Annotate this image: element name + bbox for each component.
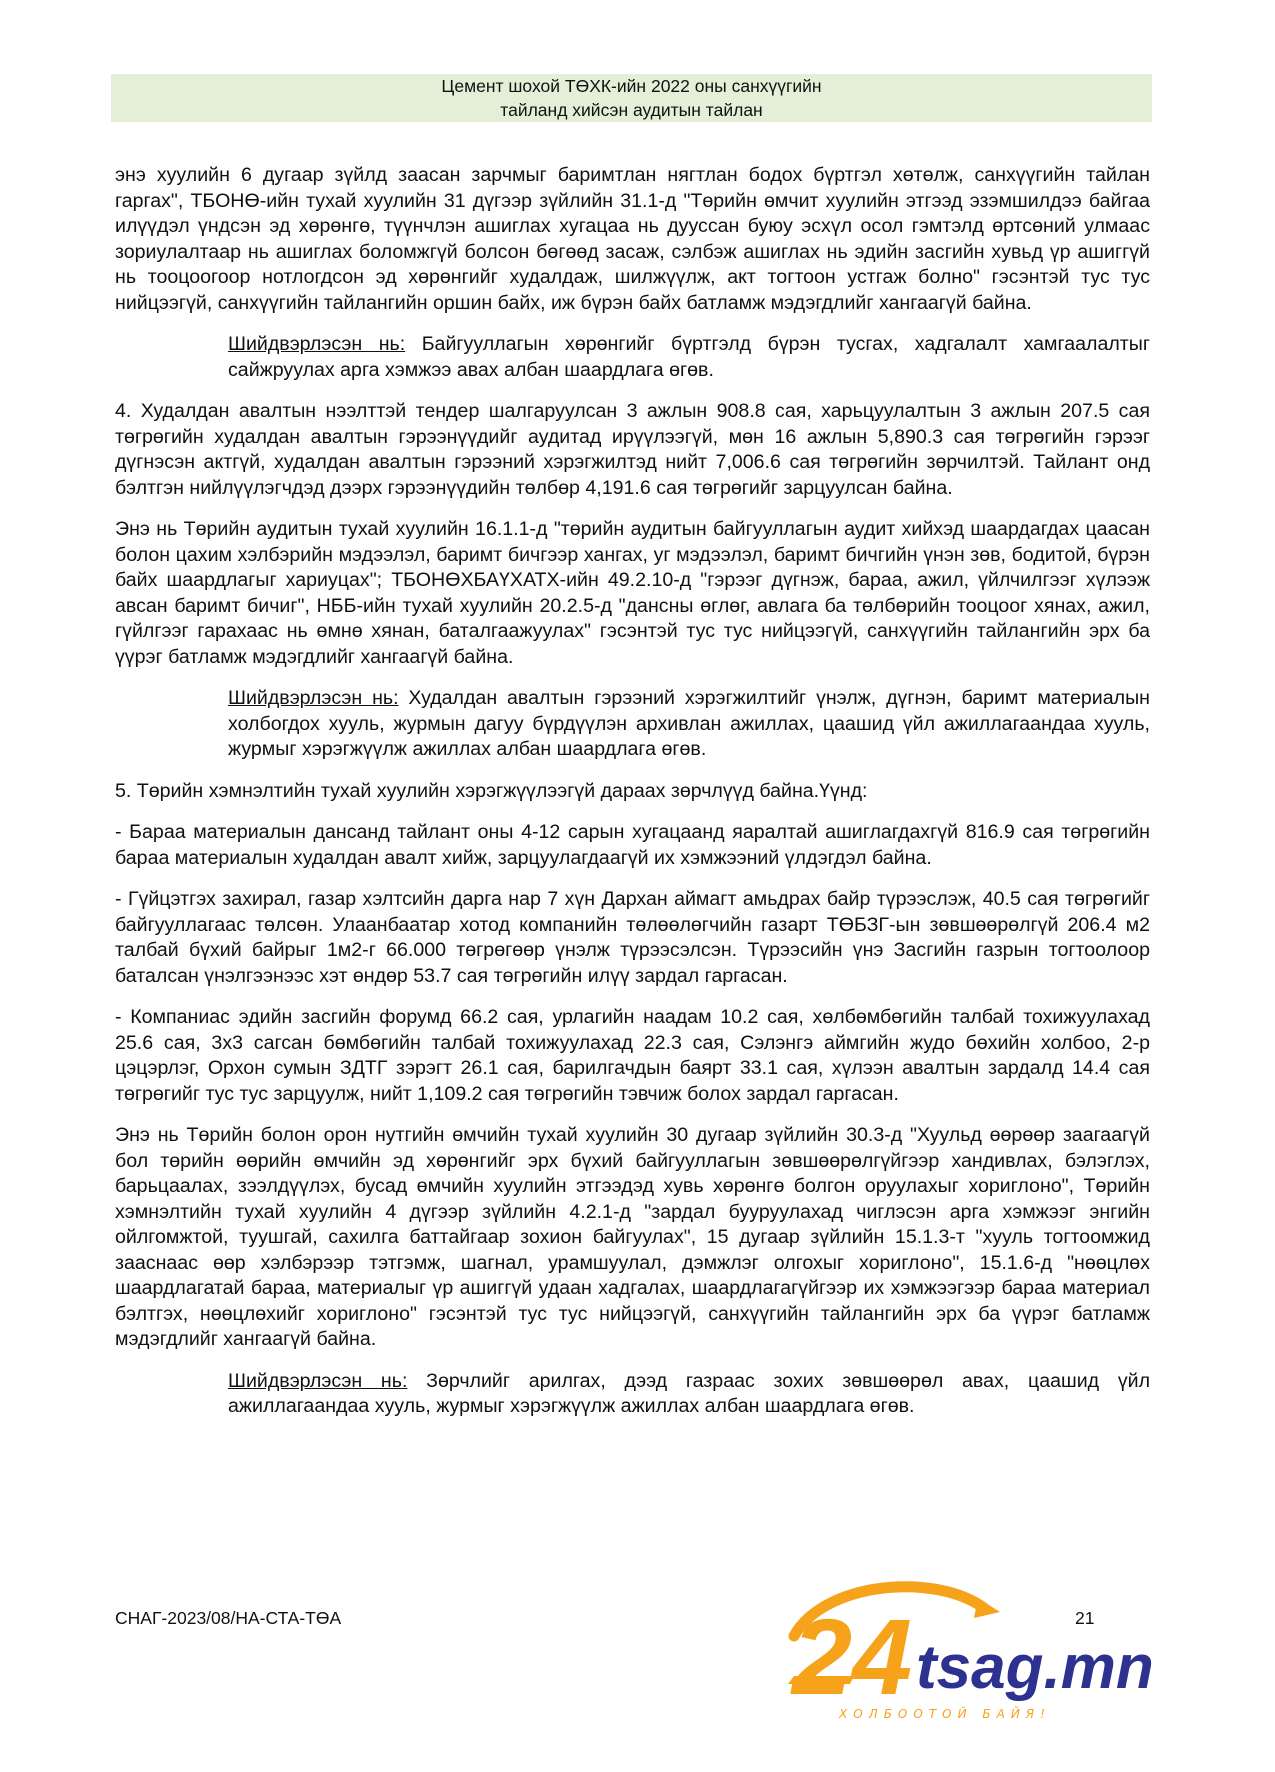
logo-number: 24 <box>792 1596 913 1717</box>
watermark-logo <box>764 1578 1234 1728</box>
list-item: - Бараа материалын дансанд тайлант оны 4-12 сарын хугацаанд яаралтай ашиглагдахгүй 816.9 сая төгрөгийн бараа материалын худалдан авалт хийж, зарцуулагдаагүй их хэмжээний үлдэгдэл байна. <box>115 821 1150 869</box>
paragraph: Энэ нь Төрийн болон орон нутгийн өмчийн тухай хуулийн 30 дугаар зүйлийн 30.3-д "Хуульд өөрөөр заагаагүй бол төрийн өөрийн өмчийн эд хөрөнгийг эрх бүхий байгууллагын зөвшөөрөлгүйгээр хандивлах, бэлэглэх, барьцаалах, зээлдүүлэх, бусад өмчийн хуулийн этгээдэд хувь хөрөнгө болгон оруулахыг хориглоно", Төрийн хэмнэлтийн тухай хуулийн 4 дүгээр зүйлийн 4.2.1-д "зардал бууруулахад чиглэсэн арга хэмжээг энгийн ойлгомжтой, туушгай, сахилга баттайгаар зохион байгуулах", 15 дугаар зүйлийн 15.1.3-т "хууль тогтоомжид зааснаас өөр хэлбэрээр тэтгэмж, шагнал, урамшуулал, дэмжлэг олгохыг хориглоно", 15.1.6-д "нөөцлөх шаардлагатай бараа, материалыг үр ашиггүй удаан хадгалах, шаардлагагүйгээр их хэмжээгээр бараа материал бэлтгэх, нөөцлөхийг хориглоно" гэсэнтэй тус тус нийцээгүй, санхүүгийн тайлангийн эрх ба үүрэг батламж мэдэгдлийг хангаагүй байна. <box>115 1124 1150 1350</box>
decision-paragraph <box>228 1369 1150 1420</box>
logo-domain: tsag.mn <box>916 1633 1154 1702</box>
paragraph: энэ хуулийн 6 дугаар зүйлд заасан зарчмыг баримтлан нягтлан бодох бүртгэл хөтөлж, санхүүгийн тайлан гаргах", ТБОНӨ-ийн тухай хуулийн 31 дүгээр зүйлийн 31.1-д "Төрийн өмчит хуулийн этгээд эзэмшилдээ байгаа илүүдэл үндсэн эд хөрөнгө, түүнчлэн ашиглах хугацаа нь дууссан буюу эсхүл осол гэмтэлд өртсөний улмаас зориулалтаар нь ашиглах боломжгүй болсон бөгөөд засаж, сэлбэж ашиглах нь эдийн засгийн хувьд үр ашиггүй нь тооцоогоор нотлогдсон эд хөрөнгийг худалдаж, шилжүүлж, акт тогтоон устгаж болно" гэсэнтэй тус тус нийцээгүй, санхүүгийн тайлангийн оршин байх, иж бүрэн байх батламж мэдэгдлийг хангаагүй байна. <box>115 164 1150 314</box>
decision-label: Шийдвэрлэсэн нь: <box>228 1369 408 1392</box>
header-title-line-2: тайланд хийсэн аудитын тайлан <box>500 100 763 120</box>
decision-text: Худалдан авалтын гэрээний хэрэгжилтийг үнэлж, дүгнэн, баримт материалын холбогдох хууль, журмын дагуу бүрдүүлэн архивлан ажиллах, цаашид үйл ажиллагаандаа хууль, журмыг хэрэгжүүлж ажиллах албан шаардлага өгөв. <box>228 687 1150 760</box>
page-number: 21 <box>1075 1608 1095 1628</box>
paragraph: 5. Төрийн хэмнэлтийн тухай хуулийн хэрэгжүүлээгүй дараах зөрчлүүд байна.Үүнд: <box>115 779 868 802</box>
decision-paragraph <box>228 686 1150 763</box>
report-body <box>115 163 1150 1436</box>
decision-text: Байгууллагын хөрөнгийг бүртгэлд бүрэн тусгах, хадгалалт хамгаалалтыг сайжруулах арга хэмжээ авах албан шаардлага өгөв. <box>228 333 1150 381</box>
decision-paragraph <box>228 332 1150 383</box>
header-title-line-1: Цемент шохой ТӨХК-ийн 2022 оны санхүүгийн <box>441 76 822 96</box>
decision-label: Шийдвэрлэсэн нь: <box>228 333 406 355</box>
decision-label: Шийдвэрлэсэн нь: <box>228 687 399 709</box>
paragraph: Энэ нь Төрийн аудитын тухай хуулийн 16.1.1-д "төрийн аудитын байгууллагын аудит хийхэд шаардагдах цаасан болон цахим хэлбэрийн мэдээлэл, баримт бичгээр хангах, уг мэдээлэл, баримт бичгийн үнэн зөв, бодитой, бүрэн байх шаардлагыг хариуцах"; ТБОНӨХБАҮХАТХ-ийн 49.2.10-д "гэрээг дүгнэж, бараа, ажил, үйлчилгээг хүлээж авсан баримт бичиг", НББ-ийн тухай хуулийн 20.2.5-д "дансны өглөг, авлага ба төлбөрийн тооцоог хянах, ажил, гүйлгээг гарахаас нь өмнө хянан, баталгаажуулах" гэсэнтэй тус тус нийцээгүй, санхүүгийн тайлангийн эрх ба үүрэг батламж мэдэгдлийг хангаагүй байна. <box>115 518 1150 668</box>
logo-slogan: ХОЛБООТОЙ БАЙЯ! <box>839 1707 1051 1721</box>
decision-text: Зөрчлийг арилгах, дээд газраас зохих зөвшөөрөл авах, цаашид үйл ажиллагаандаа хууль, журмыг хэрэгжүүлж ажиллах албан шаардлага өгөв. <box>228 1369 1150 1417</box>
paragraph: 4. Худалдан авалтын нээлттэй тендер шалгаруулсан 3 ажлын 908.8 сая, харьцуулалтын 3 ажлын 207.5 сая төгрөгийн худалдан авалтын гэрээнүүдийг аудитад ирүүлээгүй, мөн 16 ажлын 5,890.3 сая төгрөгийн гэрээг дүгнэсэн актгүй, худалдан авалтын гэрээний хэрэгжилтэд нийт 7,006.6 сая төгрөгийн зөрчилтэй. Тайлант онд бэлтгэн нийлүүлэгчдэд дээрх гэрээнүүдийн төлбөр 4,191.6 сая төгрөгийг зарцуулсан байна. <box>115 400 1150 499</box>
report-header <box>111 74 1152 122</box>
logo-swoosh-tip <box>974 1598 1000 1618</box>
document-code: СНАГ-2023/08/НА-СТА-ТӨА <box>115 1608 342 1628</box>
list-item: - Гүйцэтгэх захирал, газар хэлтсийн дарга нар 7 хүн Дархан аймагт амьдрах байр түрээслэж, 40.5 сая төгрөгийг байгууллагаас төлсөн. Улаанбаатар хотод компанийн төлөөлөгчийн газарт ТӨБЗГ-ын зөвшөөрөлгүй 206.4 м2 талбай бүхий байрыг 1м2-г 66.000 төгрөгөөр үнэлж түрээсэлсэн. Түрээсийн үнэ Засгийн газрын тогтоолоор баталсан үнэлгээнээс хэт өндөр 53.7 сая төгрөгийн илүү зардал гаргасан. <box>115 888 1150 987</box>
list-item: - Компаниас эдийн засгийн форумд 66.2 сая, урлагийн наадам 10.2 сая, хөлбөмбөгийн талбай тохижуулахад 25.6 сая, 3х3 сагсан бөмбөгийн талбай тохижуулахад 22.3 сая, Сэлэнгэ аймгийн жудо бөхийн холбоо, 2-р цэцэрлэг, Орхон сумын ЗДТГ зэрэгт 26.1 сая, барилгачдын баярт 33.1 сая, хүлээн авалтын зардалд 14.4 сая төгрөгийг тус тус зарцуулж, нийт 1,109.2 сая төгрөгийн тэвчиж болох зардал гаргасан. <box>115 1006 1150 1105</box>
